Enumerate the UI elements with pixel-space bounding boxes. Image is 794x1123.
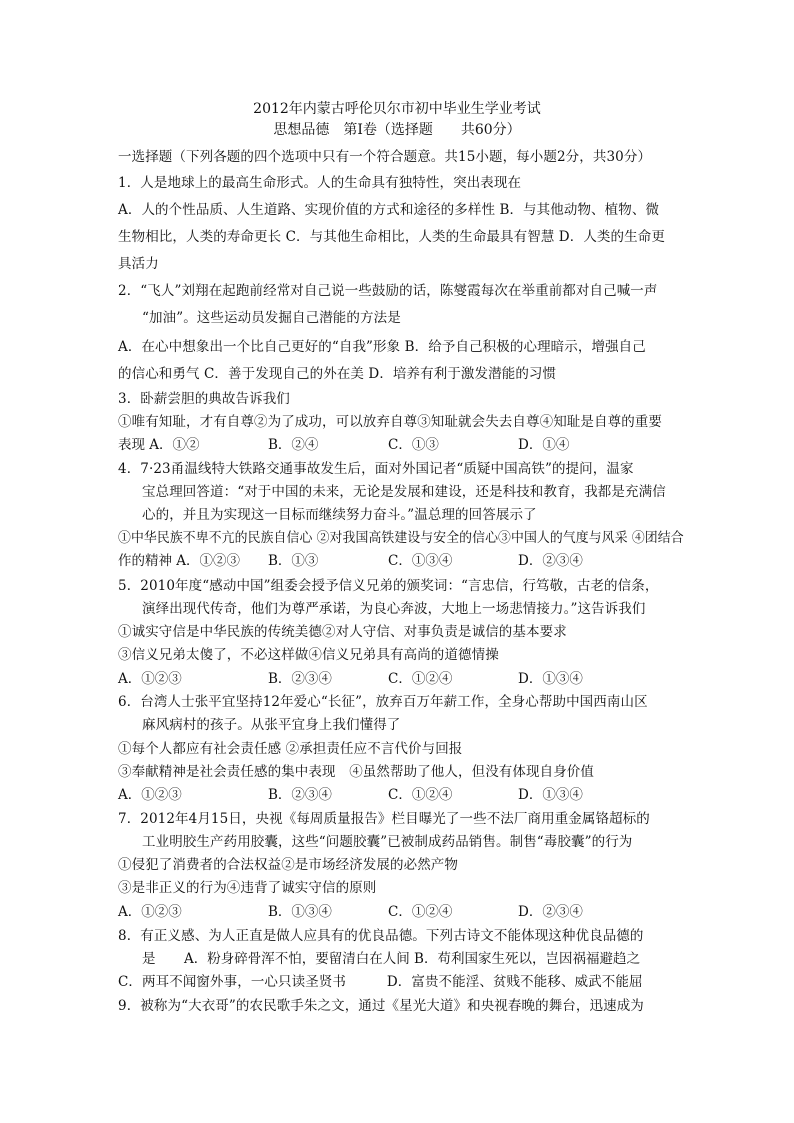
question-8: 8．有正义感、为人正直是做人应具有的优良品德。下列古诗文不能体现这种优良品德的 [118, 928, 644, 944]
question-4-cont-2: 心的，并且为实现这一目标而继续努力奋斗。”温总理的回答展示了 [142, 507, 537, 523]
question-8-options-ab: A．粉身碎骨浑不怕，要留清白在人间 B．苟利国家生死以，岂因祸福避趋之 [184, 951, 640, 967]
question-6-statements-2: ③奉献精神是社会责任感的集中表现 ④虽然帮助了他人，但没有体现自身价值 [118, 764, 594, 780]
question-2: 2．“飞人”刘翔在起跑前经常对自己说一些鼓励的话，陈燮霞每次在举重前都对自己喊一声 [118, 283, 658, 299]
question-5-option-a: A．①②③ [118, 671, 182, 687]
question-5-cont: 演绎出现代传奇，他们为尊严承诺，为良心奔波，大地上一场悲情接力。”这告诉我们 [142, 601, 646, 617]
section-instructions: 一选择题（下列各题的四个选项中只有一个符合题意。共15小题，每小题2分，共30分） [118, 149, 652, 165]
question-5-statements-2: ③信义兄弟太傻了，不必这样做④信义兄弟具有高尚的道德情操 [118, 647, 499, 663]
question-6-option-c: C．①②④ [388, 787, 453, 803]
question-7: 7．2012年4月15日，央视《每周质量报告》栏目曝光了一些不法厂商用重金属铬超标的 [118, 811, 650, 827]
question-6: 6．台湾人士张平宜坚持12年爱心“长征”，放弃百万年薪工作，全身心帮助中国西南山区 [118, 694, 648, 710]
question-7-option-c: C．①②④ [388, 904, 453, 920]
question-2-options-line-2: 的信心和勇气 C．善于发现自己的外在美 D．培养有利于激发潜能的习惯 [118, 366, 557, 382]
question-6-option-a: A．①②③ [118, 787, 182, 803]
question-3-option-d: D．①④ [518, 437, 570, 453]
exam-title: 2012年内蒙古呼伦贝尔市初中毕业生学业考试 [253, 101, 541, 117]
question-4-option-b: B．①③ [268, 553, 319, 569]
question-5-option-b: B．②③④ [268, 671, 332, 687]
question-4-option-a: 作的精神 A．①②③ [118, 553, 241, 569]
question-3-option-a: 表现 A．①② [118, 437, 200, 453]
question-3-option-c: C．①③ [388, 437, 439, 453]
question-1: 1．人是地球上的最高生命形式。人的生命具有独特性，突出表现在 [118, 175, 522, 191]
question-3-statements: ①唯有知耻，才有自尊②为了成功，可以放弃自尊③知耻就会失去自尊④知耻是自尊的重要 [118, 414, 662, 430]
question-7-option-d: D．②③④ [518, 904, 583, 920]
question-9: 9．被称为“大衣哥”的农民歌手朱之文，通过《星光大道》和央视春晚的舞台，迅速成为 [118, 998, 644, 1014]
question-7-cont: 工业明胶生产药用胶囊，这些“问题胶囊”已被制成药品销售。制售“毒胶囊”的行为 [142, 834, 633, 850]
question-4: 4．7·23甬温线特大铁路交通事故发生后，面对外国记者“质疑中国高铁”的提问，温家 [118, 461, 634, 477]
question-7-option-a: A．①②③ [118, 904, 182, 920]
question-1-options-line-3: 具活力 [118, 256, 159, 272]
question-5-statements-1: ①诚实守信是中华民族的传统美德②对人守信、对事负责是诚信的基本要求 [118, 624, 567, 640]
question-3: 3．卧薪尝胆的典故告诉我们 [118, 391, 290, 407]
question-4-option-c: C．①③④ [388, 553, 453, 569]
question-2-options-line-1: A．在心中想象出一个比自己更好的“自我”形象 B．给予自己积极的心理暗示，增强自己 [118, 339, 646, 355]
question-6-statements-1: ①每个人都应有社会责任感 ②承担责任应不言代价与回报 [118, 741, 463, 757]
question-8-options-cd: C．两耳不闻窗外事，一心只读圣贤书 D．富贵不能淫、贫贱不能移、威武不能屈 [118, 974, 643, 990]
question-7-option-b: B．①③④ [268, 904, 332, 920]
question-4-statements: ①中华民族不卑不亢的民族自信心 ②对我国高铁建设与安全的信心③中国人的气度与风采 ④团结合 [118, 530, 684, 546]
question-1-options-line-2: 生物相比，人类的寿命更长 C．与其他生命相比，人类的生命最具有智慧 D．人类的生命更 [118, 229, 665, 245]
question-5: 5．2010年度“感动中国”组委会授予信义兄弟的颁奖词：“言忠信，行笃敬，古老的信条， [118, 578, 659, 594]
question-1-options-line-1: A．人的个性品质、人生道路、实现价值的方式和途径的多样性 B．与其他动物、植物、微 [118, 202, 660, 218]
question-2-cont: “加油”。这些运动员发掘自己潜能的方法是 [142, 310, 401, 326]
exam-subtitle: 思想品德 第Ⅰ卷（选择题 共60分） [273, 122, 521, 138]
question-6-option-b: B．②③④ [268, 787, 332, 803]
question-5-option-c: C．①②④ [388, 671, 453, 687]
question-3-option-b: B．②④ [268, 437, 319, 453]
question-4-cont-1: 宝总理回答道：“对于中国的未来，无论是发展和建设，还是科技和教育，我都是充满信 [142, 484, 666, 500]
question-7-statements-1: ①侵犯了消费者的合法权益②是市场经济发展的必然产物 [118, 857, 458, 873]
question-6-cont: 麻风病村的孩子。从张平宜身上我们懂得了 [142, 717, 401, 733]
question-4-option-d: D．②③④ [518, 553, 583, 569]
question-7-statements-2: ③是非正义的行为④违背了诚实守信的原则 [118, 880, 377, 896]
question-6-option-d: D．①③④ [518, 787, 583, 803]
question-8-cont: 是 [142, 951, 156, 967]
question-5-option-d: D．①③④ [518, 671, 583, 687]
